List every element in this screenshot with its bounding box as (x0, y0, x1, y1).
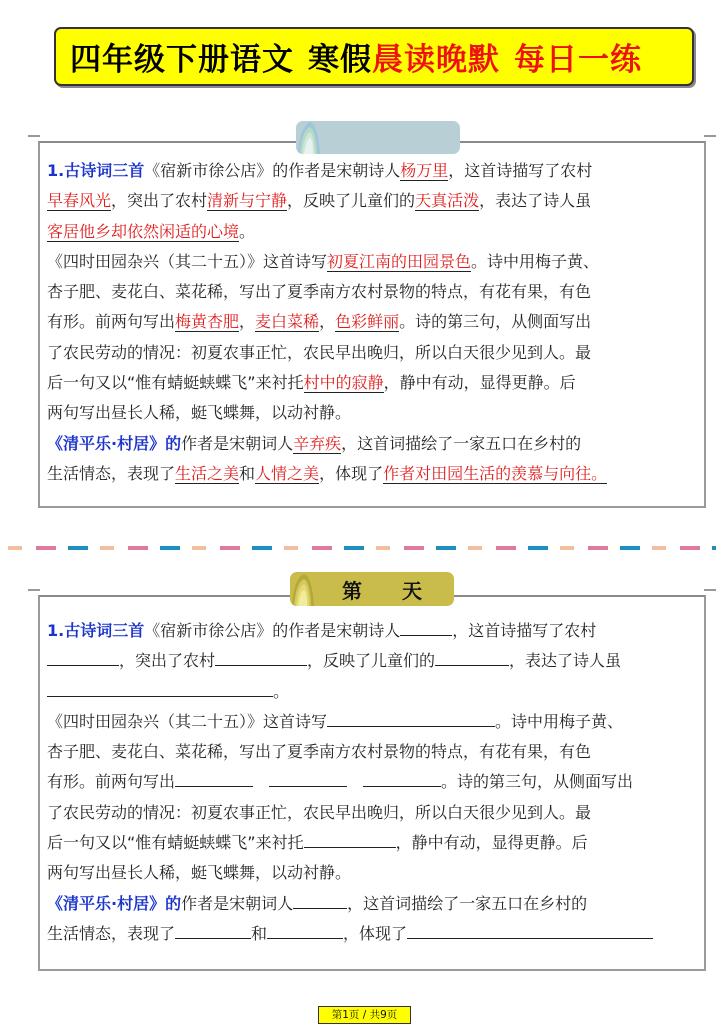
body-text: ，表达了诗人虽 (479, 191, 592, 211)
body-text: 作者是宋朝词人 (181, 433, 294, 453)
text-line (47, 737, 687, 767)
body-text: 有形。前两句写出 (47, 312, 176, 332)
body-text: ，体现了 (319, 463, 384, 483)
fill-in-blank[interactable] (327, 707, 495, 727)
fill-in-blank[interactable] (175, 919, 251, 939)
section-heading: 1.古诗词三首 (47, 161, 145, 180)
text-line (47, 677, 687, 707)
body-text: 了农民劳动的情况：初夏农事正忙，农民早出晚归，所以白天很少见到人。最 (47, 802, 592, 822)
text-line (47, 889, 687, 919)
section-heading: 《清平乐·村居》的 (47, 893, 182, 913)
title-daily-practice: 每日一练 (514, 42, 642, 78)
body-text: 。诗的第三句，从侧面写出 (399, 312, 592, 332)
body-text: ，这首词描绘了一家五口在乡村的 (341, 433, 582, 453)
airmail-divider (8, 546, 716, 550)
body-text: ，表达了诗人虽 (509, 651, 622, 671)
body-text: 《宿新市徐公店》的作者是宋朝诗人 (144, 161, 401, 180)
answer-text: 梅黄杏肥 (175, 312, 240, 332)
body-text: ，静中有动，显得更静。后 (395, 833, 588, 853)
text-line (47, 828, 687, 858)
section-heading: 《清平乐·村居》的 (47, 433, 182, 453)
text-line (47, 429, 687, 459)
body-text: 两句写出昼长人稀，蜓飞蝶舞，以动衬静。 (47, 863, 352, 883)
text-line (47, 767, 687, 797)
title-grade: 四年级下册语文 (70, 42, 294, 78)
body-text: 生活情态，表现了 (47, 463, 176, 483)
answer-text: 辛弃疾 (293, 433, 342, 453)
answer-text: 初夏江南的田园景色 (327, 251, 472, 271)
day-label-prefix: 第 (342, 578, 362, 603)
answer-text: 村中的寂静 (303, 373, 384, 393)
body-text: 《四时田园杂兴（其二十五）》这首诗写 (47, 251, 328, 271)
body-text: ，反映了儿童们的 (287, 191, 416, 211)
text-line (47, 646, 687, 676)
fill-in-blank[interactable] (363, 767, 441, 787)
text-line (47, 217, 687, 247)
fill-in-blank[interactable] (269, 767, 347, 787)
text-line (47, 858, 687, 888)
text-line (47, 277, 687, 307)
text-line (47, 919, 687, 949)
body-text: 作者是宋朝词人 (181, 893, 294, 913)
body-text: ， (319, 312, 336, 332)
answer-text: 清新与宁静 (207, 191, 288, 211)
body-text: 后一句又以“惟有蜻蜓蛱蝶飞”来衬托 (47, 833, 304, 853)
answer-text: 麦白菜稀 (255, 312, 320, 332)
text-line (47, 398, 687, 428)
fill-in-blank[interactable] (47, 646, 119, 666)
body-text: ，体现了 (343, 923, 408, 943)
title-holiday: 寒假 (308, 42, 372, 78)
title-morning-evening: 晨读晚默 (372, 42, 500, 78)
body-text: 杏子肥、麦花白、菜花稀，写出了夏季南方农村景物的特点，有花有果，有色 (47, 282, 592, 302)
scroll-decoration-icon (290, 572, 326, 606)
fill-in-blank[interactable] (304, 828, 396, 848)
fill-in-blank[interactable] (293, 889, 347, 909)
answer-text: 色彩鲜丽 (335, 312, 400, 332)
body-text: ，静中有动，显得更静。后 (383, 373, 576, 393)
day-label-suffix: 天 (402, 578, 422, 603)
text-line (47, 156, 687, 186)
body-text (253, 772, 269, 791)
body-text: ，反映了儿童们的 (307, 651, 436, 671)
fill-in-blank[interactable] (47, 677, 273, 697)
text-line (47, 798, 687, 828)
text-line (47, 459, 687, 489)
title-banner (54, 27, 694, 86)
body-text: 两句写出昼长人稀，蜓飞蝶舞，以动衬静。 (47, 403, 352, 423)
body-text: ， (239, 312, 256, 332)
text-line (47, 307, 687, 337)
text-line (47, 186, 687, 216)
body-text: ，这首诗描写了农村 (448, 161, 593, 180)
body-text: 和 (239, 463, 256, 483)
fill-in-blank[interactable] (407, 919, 653, 939)
body-text: 。诗中用梅子黄、 (495, 711, 624, 731)
body-text: 《四时田园杂兴（其二十五）》这首诗写 (47, 711, 328, 731)
day-badge (290, 572, 454, 606)
practice-section (47, 616, 687, 949)
text-line (47, 616, 687, 646)
text-line (47, 368, 687, 398)
body-text: 有形。前两句写出 (47, 772, 176, 792)
body-text: 。诗的第三句，从侧面写出 (441, 772, 634, 792)
body-text: 。 (239, 221, 256, 241)
fill-in-blank[interactable] (267, 919, 343, 939)
body-text: 。 (273, 681, 290, 701)
fill-in-blank[interactable] (400, 616, 452, 636)
answer-text: 人情之美 (255, 463, 320, 483)
text-line (47, 247, 687, 277)
answer-text: 天真活泼 (415, 191, 480, 211)
body-text: 杏子肥、麦花白、菜花稀，写出了夏季南方农村景物的特点，有花有果，有色 (47, 742, 592, 762)
body-text: 和 (251, 923, 268, 943)
scroll-decoration-icon (296, 121, 332, 154)
answer-text: 作者对田园生活的羡慕与向往。 (383, 463, 608, 483)
body-text: ，这首诗描写了农村 (452, 621, 597, 640)
body-text (347, 772, 363, 791)
body-text: ，突出了农村 (111, 191, 208, 211)
answer-text: 早春风光 (47, 191, 112, 211)
answer-text: 杨万里 (400, 161, 449, 180)
body-text: 。诗中用梅子黄、 (471, 251, 600, 271)
body-text: 了农民劳动的情况：初夏农事正忙，农民早出晚归，所以白天很少见到人。最 (47, 342, 592, 362)
fill-in-blank[interactable] (175, 767, 253, 787)
answer-text: 生活之美 (175, 463, 240, 483)
fill-in-blank[interactable] (215, 646, 307, 666)
body-text: 《宿新市徐公店》的作者是宋朝诗人 (144, 621, 401, 640)
answer-text: 客居他乡却依然闲适的心境 (47, 221, 240, 241)
body-text: ，突出了农村 (119, 651, 216, 671)
body-text: 后一句又以“惟有蜻蜓蛱蝶飞”来衬托 (47, 373, 304, 393)
answer-section (47, 156, 687, 489)
text-line (47, 338, 687, 368)
answer-section-badge (296, 121, 460, 154)
section-heading: 1.古诗词三首 (47, 621, 145, 640)
body-text: ，这首词描绘了一家五口在乡村的 (347, 893, 588, 913)
text-line (47, 707, 687, 737)
fill-in-blank[interactable] (435, 646, 509, 666)
body-text: 生活情态，表现了 (47, 923, 176, 943)
page-indicator: 第1页 / 共9页 (318, 1006, 411, 1024)
